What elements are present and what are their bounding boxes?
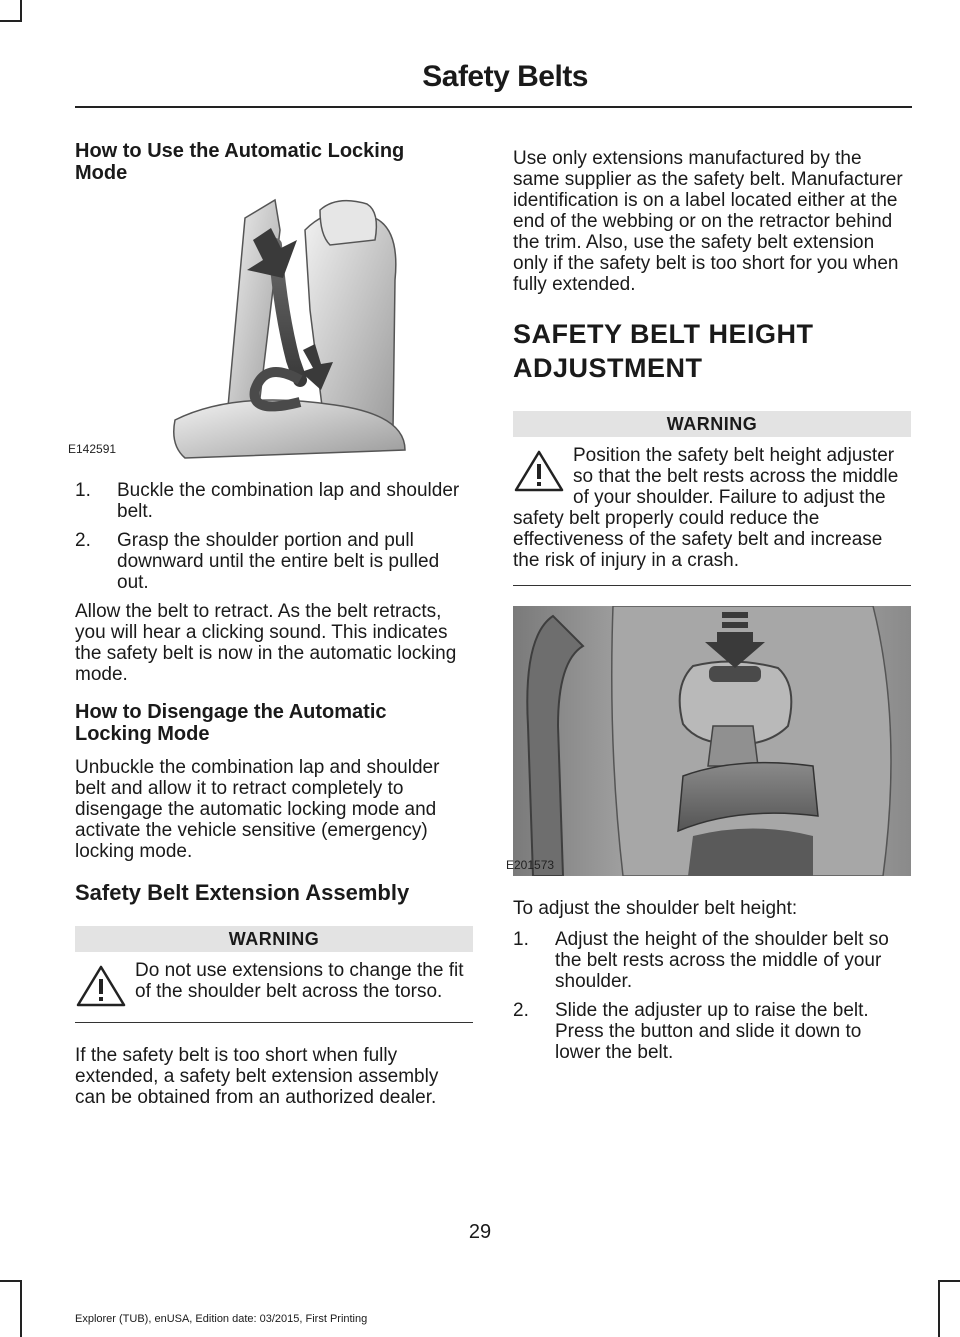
page-header-title: Safety Belts xyxy=(422,60,588,93)
steps-list xyxy=(75,480,473,593)
section-title: ADJUSTMENT xyxy=(513,353,703,383)
warning-triangle-icon xyxy=(75,964,127,1008)
warning-title: WARNING xyxy=(513,411,911,437)
section-title: SAFETY BELT HEIGHT xyxy=(513,319,814,349)
crop-mark xyxy=(20,0,22,22)
section-heading: Safety Belt Extension Assembly xyxy=(75,880,410,905)
warning-box xyxy=(75,926,473,1023)
body-paragraph: Unbuckle the combination lap and shoulder belt and allow it to retract completely to disengage the automatic locking mode and activate the vehicle sensitive (emergency) locking mode. xyxy=(75,757,440,862)
header-divider xyxy=(75,106,912,108)
figure-id-label: E201573 xyxy=(506,858,555,872)
crop-mark xyxy=(0,1280,22,1282)
crop-mark xyxy=(938,1280,940,1337)
warning-body: Position the safety belt height adjuster so that the belt rests across the middle of your shoulder. Failure to adjust the safety belt properly could reduce the effectiveness of the safety belt and increase the risk of injury in a crash. xyxy=(513,445,899,571)
seat-belt-illustration xyxy=(75,190,473,460)
body-paragraph: If the safety belt is too short when fully extended, a safety belt extension assembly can be obtained from an authorized dealer. xyxy=(75,1045,439,1108)
warning-box xyxy=(513,411,911,586)
body-paragraph: To adjust the shoulder belt height: xyxy=(513,898,798,919)
warning-title: WARNING xyxy=(75,926,473,952)
crop-mark xyxy=(938,1280,960,1282)
body-paragraph: Allow the belt to retract. As the belt retracts, you will hear a clicking sound. This indicates the safety belt is now in the automatic locking mode. xyxy=(75,601,457,685)
figure-id-label: E142591 xyxy=(68,442,117,456)
warning-divider xyxy=(75,1022,473,1023)
section-heading: How to Use the Automatic Locking Mode xyxy=(75,140,405,184)
figure-seat-belt xyxy=(68,190,473,460)
body-paragraph: Use only extensions manufactured by the same supplier as the safety belt. Manufacturer identification is on a label located either at the end of the webbing or on the retractor behind the trim. Also, use the safety belt extension only if the safety belt is too short for you when fully extended. xyxy=(513,148,903,295)
list-item: 1. Adjust the height of the shoulder belt so the belt rests across the middle of your shoulder. xyxy=(513,929,889,992)
section-heading: How to Disengage the Automatic Locking Mode xyxy=(75,701,387,745)
list-item: 1. Buckle the combination lap and shoulder belt. xyxy=(75,480,460,522)
footer-edition-info: Explorer (TUB), enUSA, Edition date: 03/2015, First Printing xyxy=(75,1313,368,1325)
warning-divider xyxy=(513,585,911,586)
page-number: 29 xyxy=(468,1221,492,1243)
list-item: 2. Slide the adjuster up to raise the belt. Press the button and slide it down to lower the belt. xyxy=(513,1000,869,1063)
warning-body: Do not use extensions to change the fit of the shoulder belt across the torso. xyxy=(75,952,473,1008)
warning-triangle-icon xyxy=(513,449,565,493)
list-item: 2. Grasp the shoulder portion and pull downward until the entire belt is pulled out. xyxy=(75,530,440,593)
right-column xyxy=(506,140,911,1071)
crop-mark xyxy=(0,20,22,22)
crop-mark xyxy=(20,1280,22,1337)
figure-belt-adjuster xyxy=(506,606,911,876)
steps-list xyxy=(513,929,911,1063)
belt-height-adjuster-illustration xyxy=(513,606,911,876)
left-column xyxy=(68,140,473,1108)
